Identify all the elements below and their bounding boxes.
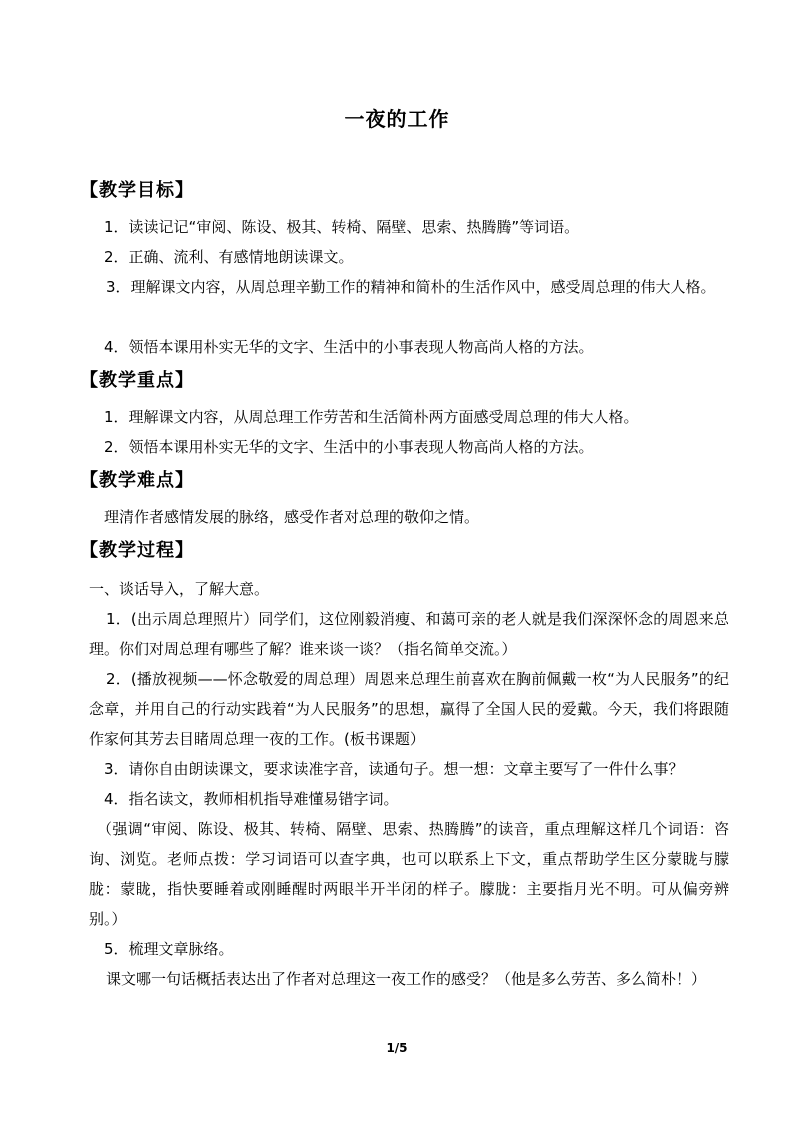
- process-paragraph: 5．梳理文章脉络。: [104, 940, 234, 958]
- page-title: 一夜的工作: [344, 107, 450, 131]
- key-point-item: 1．理解课文内容，从周总理工作劳苦和生活简朴两方面感受周总理的伟大人格。: [104, 408, 639, 426]
- process-paragraph: 1．(出示周总理照片）同学们，这位刚毅消瘦、和蔼可亲的老人就是我们深深怀念的周恩来总理。你们对周总理有哪些了解？谁来谈一谈？（指名简单交流。）: [89, 610, 729, 658]
- process-paragraph: 3．请你自由朗读课文，要求读准字音，读通句子。想一想：文章主要写了一件什么事？: [104, 760, 684, 778]
- goal-item: 4．领悟本课用朴实无华的文字、生活中的小事表现人物高尚人格的方法。: [104, 338, 594, 356]
- process-paragraph: 课文哪一句话概括表达出了作者对总理这一夜工作的感受？（他是多么劳苦、多么简朴！）: [106, 970, 707, 988]
- process-paragraph: 2．(播放视频——怀念敬爱的周总理）周恩来总理生前喜欢在胸前佩戴一枚“为人民服务”的纪念章，并用自己的行动实践着“为人民服务”的思想，赢得了全国人民的爱戴。今天，我们将跟随作家何其芳去目睹周总理一夜的工作。(板书课题）: [89, 670, 729, 748]
- section-heading-difficulties: 【教学难点】: [80, 470, 194, 491]
- process-paragraph: 4．指名读文，教师相机指导难懂易错字词。: [104, 790, 399, 808]
- page-number: 1/5: [386, 1041, 408, 1055]
- section-heading-key-points: 【教学重点】: [80, 370, 194, 391]
- key-point-item: 2．领悟本课用朴实无华的文字、生活中的小事表现人物高尚人格的方法。: [104, 438, 594, 456]
- process-step-title: 一、谈话导入，了解大意。: [89, 580, 270, 598]
- process-paragraph: （强调“审阅、陈设、极其、转椅、隔壁、思索、热腾腾”的读音，重点理解这样几个词语：咨询、浏览。老师点拨：学习词语可以查字典，也可以联系上下文，重点帮助学生区分蒙眬与朦胧：蒙眬，指快要睡着或刚睡醒时两眼半开半闭的样子。朦胧：主要指月光不明。可从偏旁辨别。）: [89, 820, 729, 928]
- goal-item: 2．正确、流利、有感情地朗读课文。: [104, 248, 354, 266]
- section-heading-goals: 【教学目标】: [80, 180, 194, 201]
- difficulty-text: 理清作者感情发展的脉络，感受作者对总理的敬仰之情。: [104, 508, 480, 526]
- goal-item: 1．读读记记“审阅、陈设、极其、转椅、隔壁、思索、热腾腾”等词语。: [104, 218, 580, 236]
- section-heading-process: 【教学过程】: [80, 540, 194, 561]
- goal-item: 3．理解课文内容，从周总理辛勤工作的精神和简朴的生活作风中，感受周总理的伟大人格。: [106, 278, 716, 296]
